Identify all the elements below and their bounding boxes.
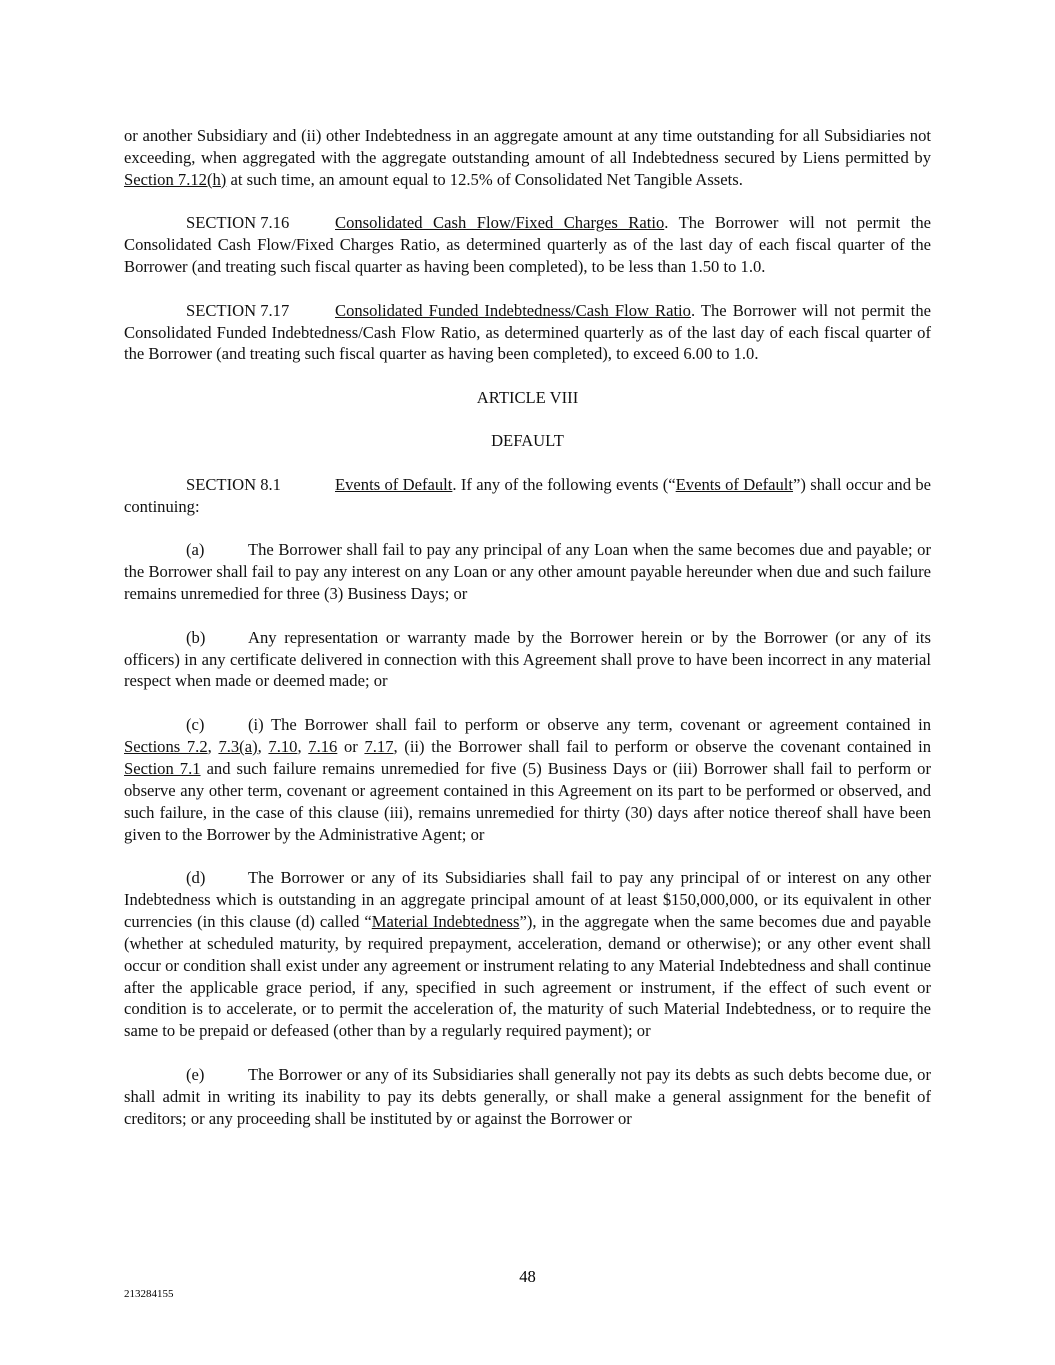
defined-term: Material Indebtedness xyxy=(371,911,520,931)
section-reference: Sections 7.2 xyxy=(124,736,208,756)
clause-text: The Borrower or any of its Subsidiaries shall generally not pay its debts as such debts become due, or shall admit in writing its inability to pay its debts generally, or shall make a general assignment for the benefit of creditors; or any proceeding shall be instituted by or against the Borrower or xyxy=(124,1064,931,1128)
clause-label: (d) xyxy=(186,868,206,887)
clause-e xyxy=(124,1064,931,1130)
clause-label: (b) xyxy=(186,627,206,647)
document-id: 213284155 xyxy=(124,1288,174,1300)
section-7-16 xyxy=(124,212,931,278)
clause-label: (c) xyxy=(186,714,205,734)
article-title: DEFAULT xyxy=(491,431,564,451)
section-body: . The Borrower will not permit the Consolidated Funded Indebtedness/Cash Flow Ratio, as determined quarterly as of the last day of each fiscal quarter of the Borrower (and treating such fiscal quarter as having been completed), to exceed 6.00 to 1.0. xyxy=(124,300,932,364)
clause-d xyxy=(124,867,931,1042)
clause-label: (e) xyxy=(186,1064,205,1084)
section-reference: 7.16 xyxy=(308,736,338,756)
section-reference: 7.17 xyxy=(364,736,394,756)
section-title: Consolidated Funded Indebtedness/Cash Flow Ratio xyxy=(335,300,691,320)
text: ”), in the aggregate when the same becomes due and payable (whether at scheduled maturity, by required prepayment, acceleration, demand or otherwise); or any other event shall occur or condition shall exist under any agreement or instrument relating to any Material Indebtedness and shall continue after the applicable grace period, if any, specified in such agreement or instrument, if the effect of such event or condition is to accelerate, or to permit the acceleration of, the maturity of such Material Indebtedness, or to require the same to be prepaid or defeased (other than by a regularly required payment); or xyxy=(124,911,931,1041)
section-reference: Section 7.1 xyxy=(124,758,201,778)
clause-label: (a) xyxy=(186,540,205,560)
section-title: Consolidated Cash Flow/Fixed Charges Ratio xyxy=(335,213,665,233)
continuation-paragraph xyxy=(124,125,931,191)
document-page xyxy=(124,125,931,1151)
text: , xyxy=(207,736,219,756)
section-7-17 xyxy=(124,300,931,366)
section-body: . The Borrower will not permit the Consolidated Cash Flow/Fixed Charges Ratio, as determined quarterly as of the last day of each fiscal quarter of the Borrower (and treating such fiscal quarter as having been completed), to be less than 1.50 to 1.0. xyxy=(124,213,931,277)
clause-text: The Borrower shall fail to pay any principal of any Loan when the same becomes due and payable; or the Borrower shall fail to pay any interest on any Loan or any other amount payable hereunder when due and such failure remains unremedied for three (3) Business Days; or xyxy=(124,540,931,604)
page-number: 48 xyxy=(519,1267,536,1286)
text: or xyxy=(337,736,365,756)
text: at such time, an amount equal to 12.5% of Consolidated Net Tangible Assets. xyxy=(226,169,743,189)
section-title: Events of Default xyxy=(335,474,453,494)
section-reference: 7.3(a) xyxy=(218,736,258,756)
text: (i) The Borrower shall fail to perform or observe any term, covenant or agreement contained in xyxy=(248,714,931,734)
section-number: SECTION 8.1 xyxy=(186,474,281,494)
text: , (ii) the Borrower shall fail to perform or observe the covenant contained in xyxy=(393,736,932,756)
text: or another Subsidiary and (ii) other Indebtedness in an aggregate amount at any time outstanding for all Subsidiaries not exceeding, when aggregated with the aggregate outstanding amount of all Indebtedness secured by Liens permitted by xyxy=(124,126,931,167)
clause-b xyxy=(124,627,931,693)
text: The Borrower or any of its Subsidiaries shall fail to pay any principal of or interest on any other Indebtedness which is outstanding in an aggregate principal amount of at least $150,000,000, or its equivalent in other currencies (in this clause (d) called “ xyxy=(124,868,931,931)
article-number: ARTICLE VIII xyxy=(476,387,579,407)
text: and such failure remains unremedied for five (5) Business Days or (iii) Borrower shall fail to perform or observe any other term, covenant or agreement contained in this Agreement on its part to be performed or observed, and such failure, in the case of this clause (iii), remains unremedied for thirty (30) days after notice thereof shall have been given to the Borrower by the Administrative Agent; or xyxy=(124,758,931,844)
text: , xyxy=(297,736,309,756)
text: . If any of the following events (“ xyxy=(452,474,676,494)
text: ”) shall occur and be continuing: xyxy=(124,474,931,516)
section-reference: Section 7.12(h) xyxy=(124,169,227,189)
section-number: SECTION 7.17 xyxy=(186,300,290,320)
section-number: SECTION 7.16 xyxy=(186,213,290,233)
defined-term: Events of Default xyxy=(675,474,794,494)
clause-text: Any representation or warranty made by the Borrower herein or by the Borrower (or any of its officers) in any certificate delivered in connection with this Agreement shall prove to have been incorrect in any material respect when made or deemed made; or xyxy=(124,627,931,691)
text: , xyxy=(257,736,269,756)
section-8-1 xyxy=(124,474,931,518)
clause-c xyxy=(124,714,931,845)
clause-a xyxy=(124,539,931,605)
section-reference: 7.10 xyxy=(268,736,298,756)
